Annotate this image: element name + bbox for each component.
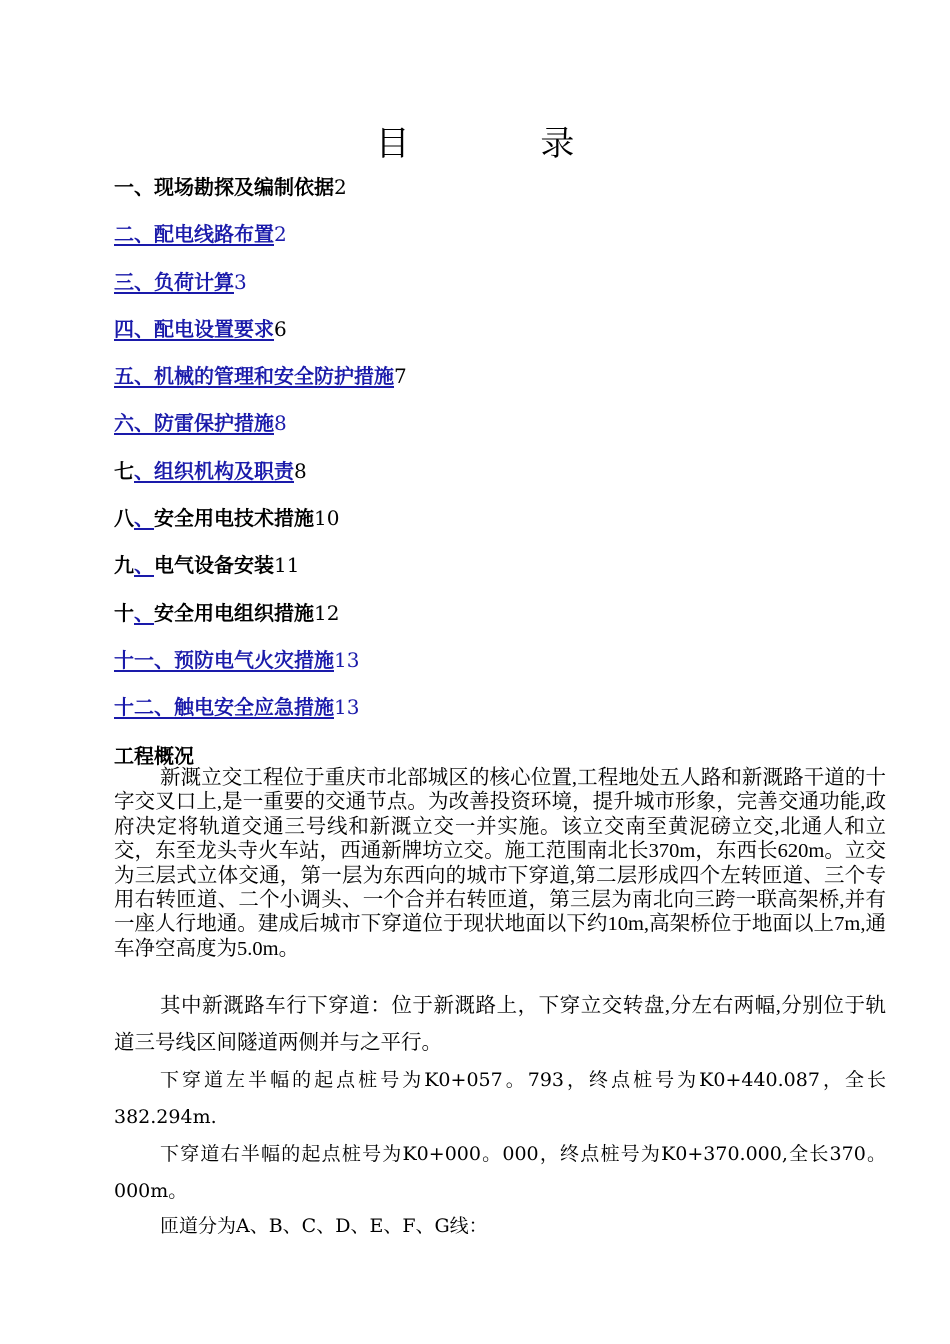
overview-paragraph-1 <box>114 766 886 961</box>
toc-item-link[interactable]: 十二、触电安全应急措施 <box>114 695 334 720</box>
toc-item-1[interactable] <box>114 174 874 221</box>
toc-item-page: 8 <box>294 458 307 483</box>
toc-item-3[interactable] <box>114 269 874 316</box>
toc-item-page: 12 <box>314 600 340 625</box>
toc-item-page: 13 <box>334 647 360 672</box>
toc-item-page: 11 <box>274 553 300 578</box>
overview-heading: 工程概况 <box>114 744 194 768</box>
toc-item-label: 一、现场勘探及编制依据 <box>114 175 334 199</box>
toc-item-label: 九 <box>114 553 134 578</box>
paragraph-text: 下穿道左半幅的起点桩号为K0+057。793，终点桩号为K0+440.087，全长382.294m. <box>114 1069 886 1128</box>
toc-list <box>114 174 874 742</box>
toc-item-page: 7 <box>394 364 407 389</box>
toc-title: 目 录 <box>375 124 635 164</box>
toc-item-4[interactable] <box>114 316 874 363</box>
toc-item-8[interactable]: 八、安全用电技术措施10 <box>114 506 340 531</box>
toc-item-link[interactable]: 三、负荷计算 <box>114 269 234 294</box>
toc-item-label: 八 <box>114 506 134 531</box>
toc-item-link[interactable]: 五、机械的管理和安全防护措施 <box>114 364 394 389</box>
toc-item-page: 2 <box>334 175 347 199</box>
paragraph-text: 匝道分为A、B、C、D、E、F、G线： <box>160 1215 488 1237</box>
toc-item-link[interactable]: 十一、预防电气火灾措施 <box>114 647 334 672</box>
toc-item-page: 10 <box>314 506 340 531</box>
toc-item-11[interactable] <box>114 647 874 694</box>
overview-paragraph-4 <box>114 1136 886 1210</box>
toc-item-7[interactable] <box>114 458 874 505</box>
toc-item-label: 七 <box>114 458 134 483</box>
toc-item-link[interactable]: 二、配电线路布置 <box>114 222 274 247</box>
toc-item-2[interactable] <box>114 221 874 268</box>
toc-item-link[interactable]: 、组织机构及职责 <box>134 458 294 483</box>
overview-paragraph-3 <box>114 1062 886 1136</box>
toc-item-link[interactable]: 、 <box>134 506 154 531</box>
paragraph-text: 下穿道右半幅的起点桩号为K0+000。000，终点桩号为K0+370.000,全长370。000m。 <box>114 1143 886 1202</box>
toc-item-page: 6 <box>274 316 287 341</box>
toc-item-page: 8 <box>274 411 287 436</box>
toc-item-5[interactable] <box>114 363 874 410</box>
toc-item-label: 十 <box>114 600 134 625</box>
paragraph-text: 新溉立交工程位于重庆市北部城区的核心位置,工程地处五人路和新溉路干道的十字交叉口上,是一重要的交通节点。为改善投资环境，提升城市形象，完善交通功能,政府决定将轨道交通三号线和新溉立交一并实施。该立交南至黄泥磅立交,北通人和立交，东至龙头寺火车站，西通新牌坊立交。施工范围南北长370m，东西长620m。立交为三层式立体交通，第一层为东西向的城市下穿道,第二层形成四个左转匝道、三个专用右转匝道、二个小调头、一个合并右转匝道，第三层为南北向三跨一联高架桥,并有一座人行地通。建成后城市下穿道位于现状地面以下约10m,高架桥位于地面以上7m,通车净空高度为5.0m。 <box>114 767 886 960</box>
toc-item-link[interactable]: 六、防雷保护措施 <box>114 411 274 436</box>
toc-item-page: 13 <box>334 695 360 720</box>
toc-item-12[interactable] <box>114 694 874 741</box>
overview-paragraph-2 <box>114 988 886 1062</box>
toc-item-page: 3 <box>234 269 247 294</box>
toc-item-link[interactable]: 、 <box>134 553 154 578</box>
toc-item-link[interactable]: 四、配电设置要求 <box>114 316 274 341</box>
toc-item-6[interactable] <box>114 410 874 457</box>
overview-paragraph-5 <box>114 1208 886 1245</box>
paragraph-text: 其中新溉路车行下穿道：位于新溉路上，下穿立交转盘,分左右两幅,分别位于轨道三号线区间隧道两侧并与之平行。 <box>114 995 886 1054</box>
toc-item-page: 2 <box>274 222 287 247</box>
toc-item-10[interactable]: 十、安全用电组织措施12 <box>114 600 340 625</box>
toc-item-link[interactable]: 、 <box>134 600 154 625</box>
toc-item-9[interactable]: 九、电气设备安装11 <box>114 553 300 578</box>
